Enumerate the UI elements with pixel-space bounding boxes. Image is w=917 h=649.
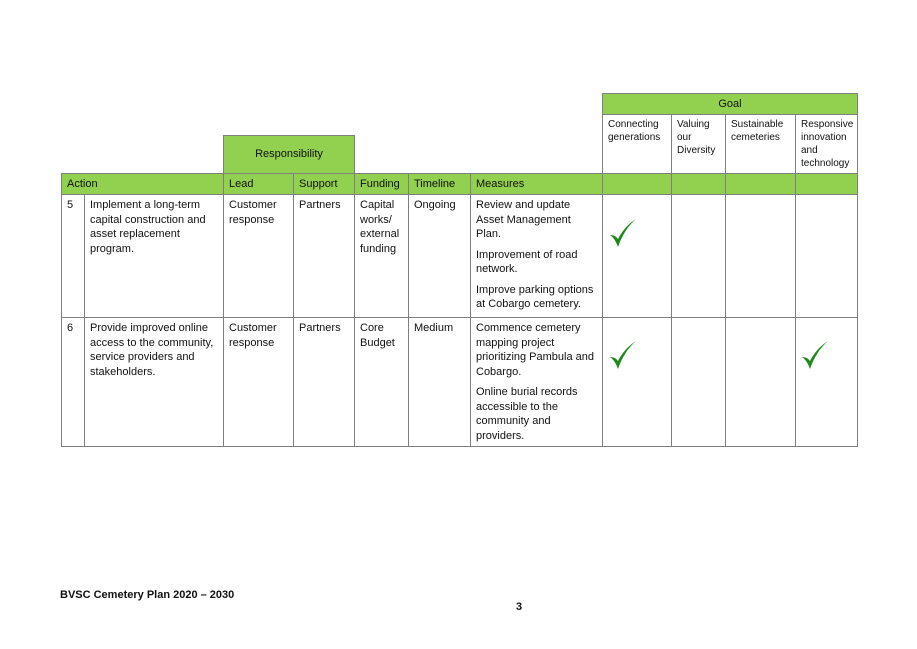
goal-cell-valuing [671,194,726,318]
table-row-num: 6 [61,317,85,447]
checkmark-icon [607,217,639,249]
table-row-action: Implement a long-term capital construction and asset replacement program. [84,194,224,318]
goal-cell-sustainable [725,317,796,447]
table-row-support: Partners [293,317,355,447]
col-header-funding: Funding [354,173,409,195]
col-header-lead: Lead [223,173,294,195]
col-header-timeline: Timeline [408,173,471,195]
goal-header [602,93,858,115]
goal-label: Goal [718,97,742,110]
table-row-funding: Capital works/ external funding [354,194,409,318]
checkmark-icon [799,339,831,371]
goal-cell-sustainable [725,194,796,318]
col-header-measures: Measures [470,173,603,195]
table-row-measures [470,317,603,447]
table-row-action: Provide improved online access to the community, service providers and stakeholders. [84,317,224,447]
measure-item: Improvement of road network. [476,248,578,275]
goal-cell-connecting [602,194,672,318]
col-header-goal-4 [795,173,858,195]
measure-item: Online burial records accessible to the community and providers. [476,386,578,442]
goal-cell-responsive [795,194,858,318]
goal-cell-responsive [795,317,858,447]
responsibility-label: Responsibility [255,148,323,161]
measure-item: Review and update Asset Management Plan. [476,199,571,240]
goal-cell-valuing [671,317,726,447]
col-header-goal-3 [725,173,796,195]
measure-item: Commence cemetery mapping project prioritizing Pambula and Cobargo. [476,322,595,378]
table-row-num: 5 [61,194,85,318]
table-row-funding: Core Budget [354,317,409,447]
measure-item: Improve parking options at Cobargo cemetery. [476,283,594,310]
table-row-support: Partners [293,194,355,318]
table-row-lead: Customer response [223,194,294,318]
page-number: 3 [516,601,523,613]
goal-col-sustainable: Sustainable cemeteries [725,114,796,174]
col-header-action: Action [61,173,224,195]
checkmark-icon [607,339,639,371]
goal-col-connecting: Connecting generations [602,114,672,174]
col-header-support: Support [293,173,355,195]
goal-col-valuing: Valuing our Diversity [671,114,726,174]
table-row-timeline: Medium [408,317,471,447]
footer-title: BVSC Cemetery Plan 2020 – 2030 [60,589,235,601]
goal-cell-connecting [602,317,672,447]
table-row-lead: Customer response [223,317,294,447]
col-header-goal-1 [602,173,672,195]
goal-col-responsive: Responsive innovation and technology [795,114,858,174]
table-row-timeline: Ongoing [408,194,471,318]
responsibility-header [223,135,355,174]
col-header-goal-2 [671,173,726,195]
table-row-measures [470,194,603,318]
